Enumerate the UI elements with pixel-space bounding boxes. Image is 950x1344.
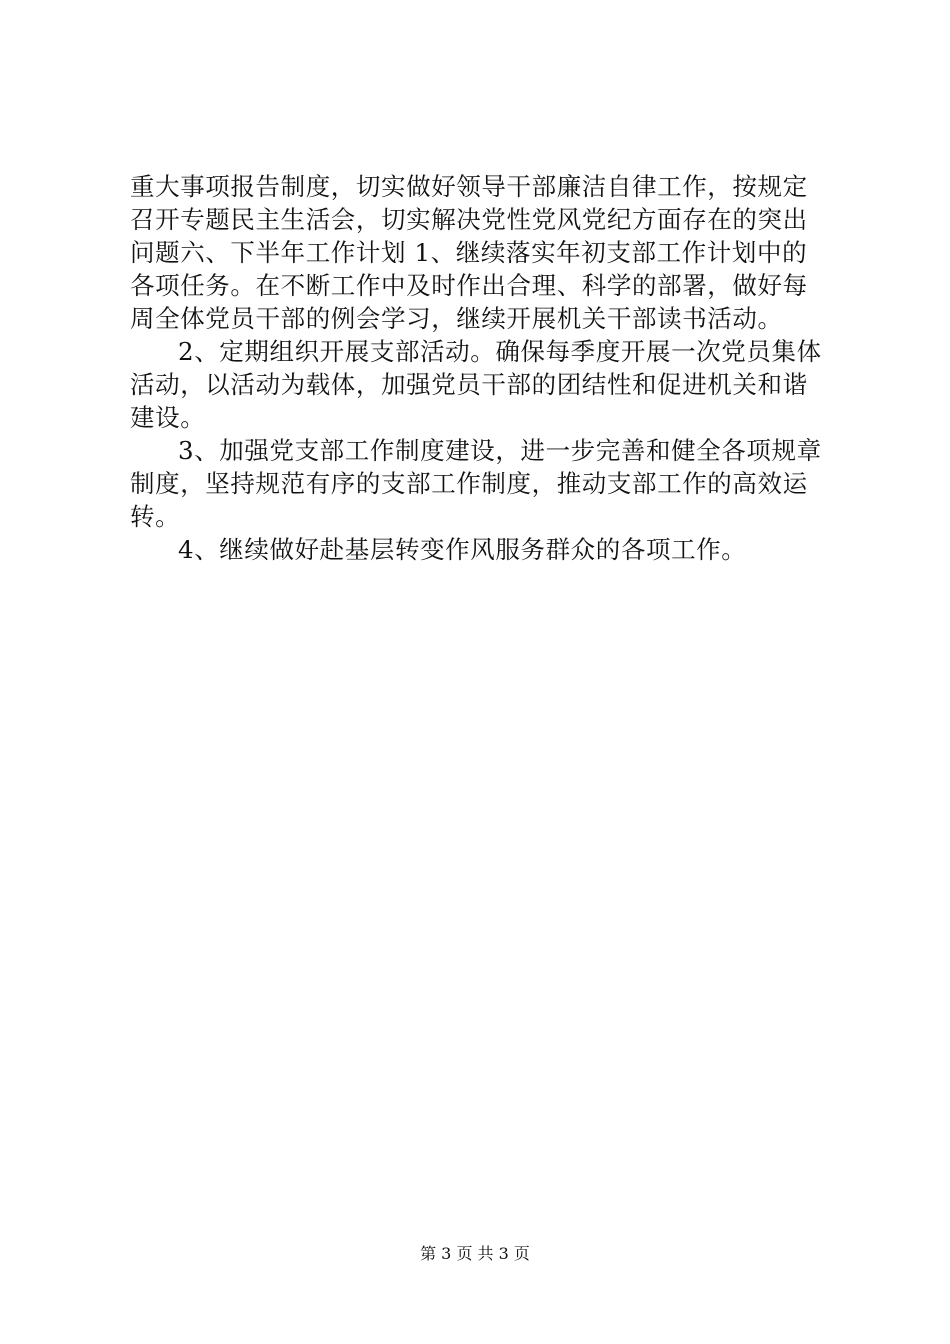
text-line: 转。 (130, 502, 181, 531)
text-line: 建设。 (130, 403, 206, 432)
paragraph-item-3-line: 3、加强党支部工作制度建设，进一步完善和健全各项规章 (178, 436, 822, 465)
paragraph-item-4-line: 4、继续做好赴基层转变作风服务群众的各项工作。 (178, 535, 747, 564)
text-line: 问题六、下半年工作计划 1、继续落实年初支部工作计划中的 (130, 238, 808, 267)
text-line: 各项任务。在不断工作中及时作出合理、科学的部署，做好每 (130, 271, 808, 300)
text-line: 重大事项报告制度，切实做好领导干部廉洁自律工作，按规定 (130, 172, 808, 201)
document-body (130, 170, 830, 566)
text-line: 周全体党员干部的例会学习，继续开展机关干部读书活动。 (130, 304, 783, 333)
paragraph-item-2-line: 2、定期组织开展支部活动。确保每季度开展一次党员集体 (178, 337, 822, 366)
text-line: 召开专题民主生活会，切实解决党性党风党纪方面存在的突出 (130, 205, 808, 234)
text-line: 制度，坚持规范有序的支部工作制度，推动支部工作的高效运 (130, 469, 808, 498)
text-line: 活动，以活动为载体，加强党员干部的团结性和促进机关和谐 (130, 370, 808, 399)
page-number-footer: 第 3 页 共 3 页 (420, 1244, 530, 1263)
